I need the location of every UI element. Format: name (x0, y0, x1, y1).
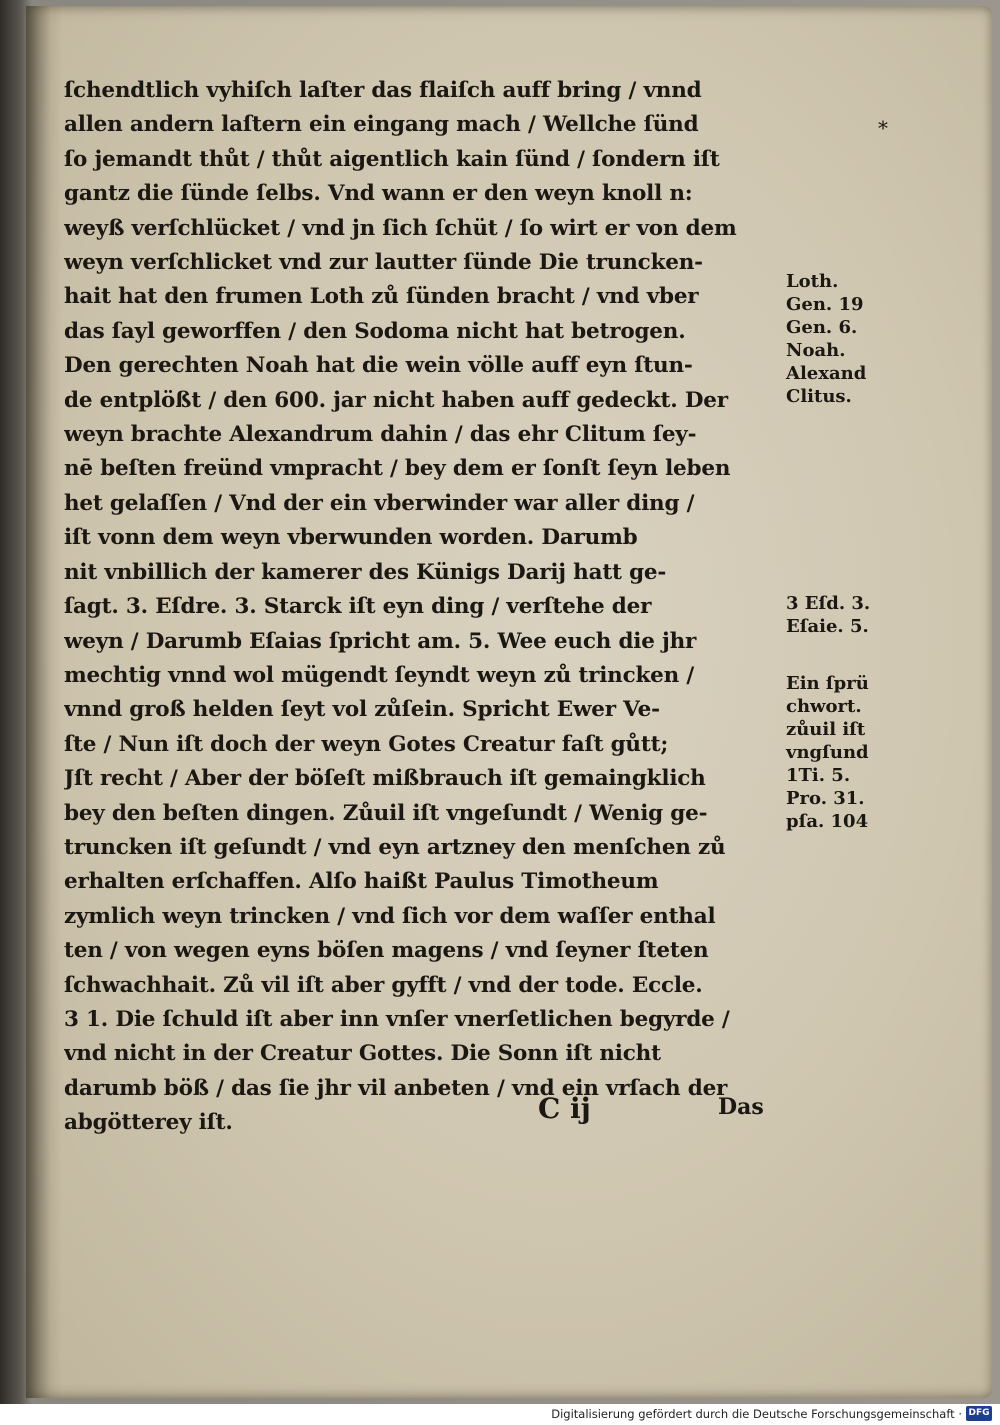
text-line: bey den beſten dingen. Zůuil iſt vngeſundt / Wenig ge- (64, 800, 708, 826)
margin-note-line: chwort. (786, 696, 862, 717)
footer-credit: Digitalisierung gefördert durch die Deutsche Forschungsgemeinschaft · (551, 1407, 962, 1421)
margin-note-line: pſa. 104 (786, 811, 869, 832)
text-line: Jſt recht / Aber der böſeſt mißbrauch iſt gemaingklich (64, 766, 706, 792)
text-line: allen andern laſtern ein eingang mach / Wellche ſünd (64, 112, 699, 138)
text-line: ſte / Nun iſt doch der weyn Gotes Creatur faſt gůtt; (64, 731, 669, 757)
margin-note-line: 3 Eſd. 3. (786, 593, 871, 614)
text-line: ſchwachhait. Zů vil iſt aber gyfft / vnd der tode. Eccle. (64, 972, 703, 998)
text-line: Den gerechten Noah hat die wein völle auff eyn ſtun- (64, 353, 693, 379)
margin-note-line: Clitus. (786, 386, 852, 407)
text-line: ſchendtlich vyhiſch laſter das flaiſch auff bring / vnnd (64, 78, 702, 103)
margin-note-line: 1Ti. 5. (786, 765, 851, 786)
margin-note-line: Loth. (786, 271, 839, 292)
text-line: erhalten erſchaffen. Alſo haißt Paulus Timotheum (64, 869, 659, 895)
signature-mark: C ij (538, 1092, 591, 1125)
text-line: hait hat den frumen Loth zů ſünden bracht / vnd vber (64, 284, 699, 310)
text-line: weyn / Darumb Eſaias ſpricht am. 5. Wee euch die jhr (64, 628, 697, 654)
text-line: het gelaſſen / Vnd der ein vberwinder war aller ding / (64, 490, 695, 516)
dfg-logo: DFG (966, 1406, 992, 1421)
text-line: nē beſten freünd vmpracht / bey dem er ſonſt ſeyn leben (64, 456, 731, 482)
margin-note-line: Eſaie. 5. (786, 616, 869, 637)
text-line: 3 1. Die ſchuld iſt aber inn vnſer vnerſetlichen begyrde / (64, 1006, 730, 1032)
margin-note-loth (786, 270, 896, 408)
text-line: mechtig vnnd wol mügendt ſeyndt weyn zů trincken / (64, 662, 695, 688)
text-line: nit vnbillich der kamerer des Künigs Darij hatt ge- (64, 559, 667, 585)
margin-note-line: zůuil iſt (786, 719, 866, 740)
margin-note-line: Pro. 31. (786, 788, 865, 809)
margin-note-esdre (786, 592, 896, 638)
page-gutter-shadow (26, 6, 62, 1398)
text-line: ten / von wegen eyns böſen magens / vnd ſeyner ſteten (64, 938, 709, 964)
text-line: weyß verſchlücket / vnd jn ſich ſchüt / ſo wirt er von dem (64, 215, 737, 241)
main-text-block (64, 74, 784, 1141)
text-line: iſt vonn dem weyn vberwunden worden. Darumb (64, 525, 638, 551)
text-line: abgötterey iſt. (64, 1110, 233, 1136)
margin-note-line: Gen. 19 (786, 294, 864, 315)
margin-note-sprichwort (786, 672, 896, 833)
margin-note-line: Ein ſprü (786, 673, 869, 694)
text-line: de entplößt / den 600. jar nicht haben auff gedeckt. Der (64, 387, 728, 413)
text-line: vnd nicht in der Creatur Gottes. Die Sonn iſt nicht (64, 1041, 661, 1067)
margin-note-line: Gen. 6. (786, 317, 858, 338)
text-line: das ſayl geworffen / den Sodoma nicht hat betrogen. (64, 318, 686, 344)
margin-note-line: Alexand (786, 363, 867, 384)
text-line: weyn verſchlicket vnd zur lautter ſünde Die truncken- (64, 250, 703, 276)
text-line: ſagt. 3. Eſdre. 3. Starck iſt eyn ding / verſtehe der (64, 594, 652, 620)
text-line: darumb böß / das ſie jhr vil anbeten / vnd ein vrſach der (64, 1075, 728, 1101)
text-line: ſo jemandt thůt / thůt aigentlich kain ſünd / ſondern iſt (64, 146, 720, 172)
text-line: truncken iſt geſundt / vnd eyn artzney den menſchen zů (64, 834, 726, 860)
text-line: vnnd groß helden ſeyt vol zůſein. Spricht Ewer Ve- (64, 697, 660, 723)
text-line: zymlich weyn trincken / vnd ſich vor dem waſſer enthal (64, 903, 716, 929)
catchword: Das (718, 1094, 764, 1120)
margin-note-line: vngſund (786, 742, 869, 763)
marginal-star-mark: * (878, 116, 888, 140)
text-line: weyn brachte Alexandrum dahin / das ehr Clitum ſey- (64, 422, 697, 448)
margin-note-line: Noah. (786, 340, 846, 361)
text-line: gantz die ſünde ſelbs. Vnd wann er den weyn knoll n: (64, 181, 693, 207)
